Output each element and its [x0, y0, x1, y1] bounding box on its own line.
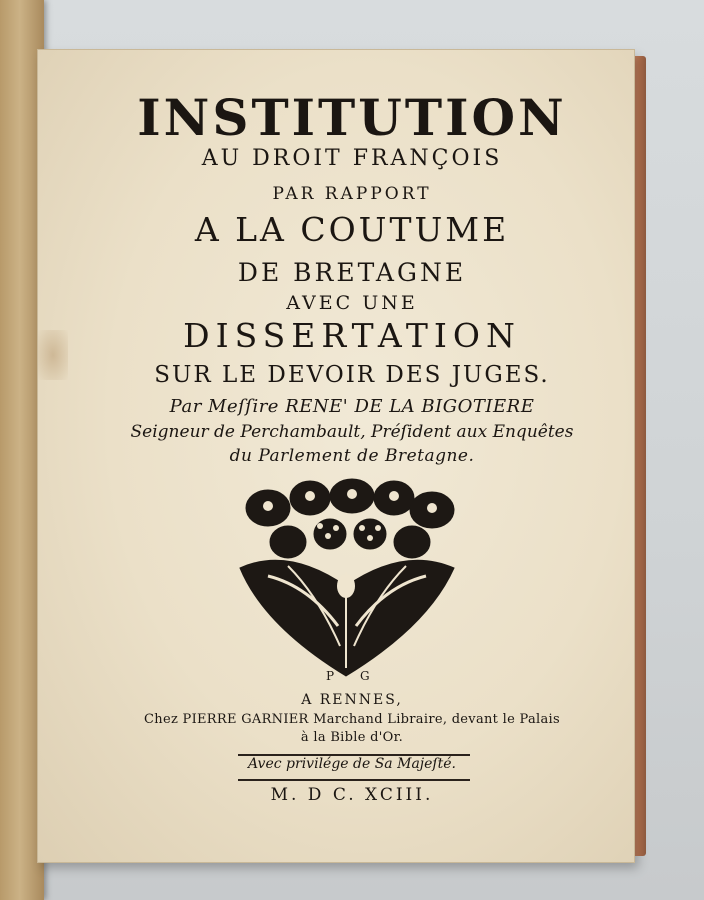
title-line-avec-une: AVEC UNE: [286, 292, 418, 314]
floral-ornament-icon: [228, 476, 466, 690]
seigneur-line: Seigneur de Perchambault, Préſident aux Enquêtes: [130, 422, 574, 442]
title-line-dissertation: DISSERTATION: [183, 316, 521, 355]
imprint-city: A RENNES,: [301, 692, 403, 708]
imprint-address: à la Bible d'Or.: [300, 730, 404, 745]
title-line-coutume: A LA COUTUME: [194, 210, 510, 249]
title-line-juges: SUR LE DEVOIR DES JUGES.: [154, 362, 550, 388]
ornament-initial-p: P: [326, 669, 335, 683]
title-line-droit: AU DROIT FRANÇOIS: [201, 146, 503, 171]
privilege-line: Avec privilége de Sa Majeſté.: [248, 756, 456, 772]
parlement-line: du Parlement de Bretagne.: [229, 446, 475, 466]
imprint-date: M. D C. XCIII.: [270, 785, 434, 805]
author-line: [0, 396, 704, 417]
privilege-rule-bottom: [238, 779, 470, 781]
title-line-bretagne: DE BRETAGNE: [237, 258, 467, 287]
title-line-institution: INSTITUTION: [137, 88, 567, 147]
author-prefix: Par Meſſire: [169, 396, 279, 417]
imprint-publisher: Chez PIERRE GARNIER Marchand Libraire, devant le Palais: [144, 712, 560, 727]
title-line-par-rapport: PAR RAPPORT: [272, 184, 432, 204]
ornament-initial-g: G: [360, 669, 370, 683]
author-name: RENE' DE LA BIGOTIERE: [285, 396, 535, 417]
